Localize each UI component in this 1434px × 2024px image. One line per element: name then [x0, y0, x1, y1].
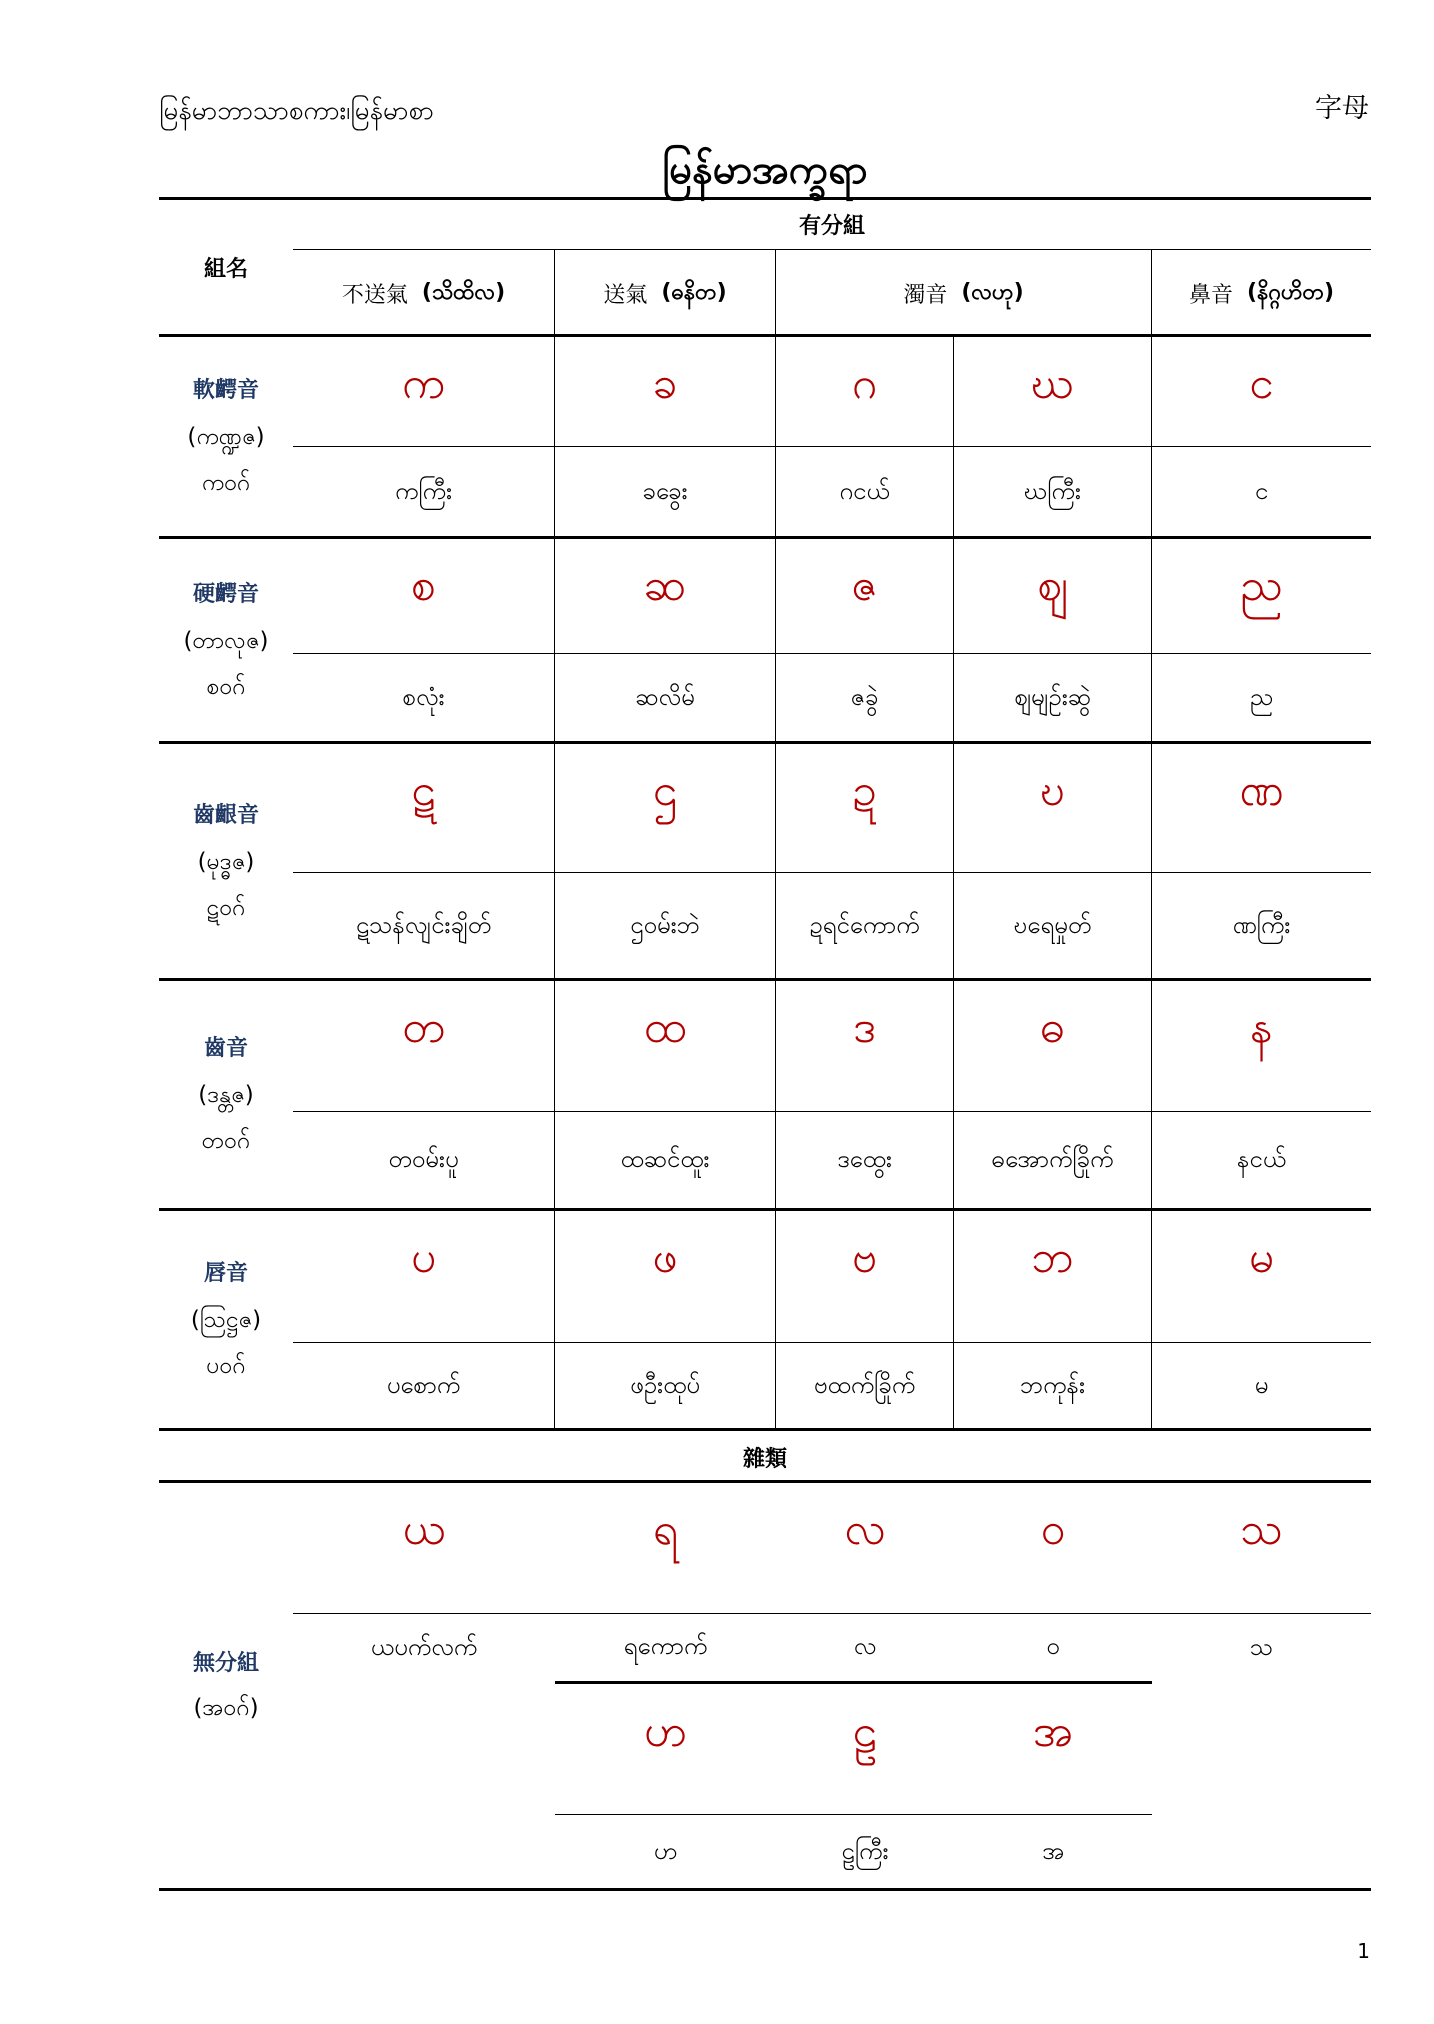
consonant-letter: သ [1152, 1482, 1371, 1614]
consonant-name: င [1254, 476, 1269, 505]
group-label [159, 743, 293, 980]
table-header [159, 199, 1371, 336]
consonant-letter: ဎ [954, 743, 1152, 873]
consonant-letter: ဃ [954, 336, 1152, 447]
consonant-letter: န [1152, 980, 1371, 1112]
consonant-name: ဓအောက်ခြိုက် [954, 1112, 1152, 1210]
consonant-letter: ဋ [293, 743, 555, 873]
consonant-name: ဎရေမှုတ် [954, 873, 1152, 980]
consonant-letter: စ [293, 538, 555, 654]
group-label-zh: 無分組 [192, 1651, 259, 1676]
group-label-pali: (တာလုဇ) [183, 627, 269, 654]
consonant-name: လ [776, 1614, 954, 1684]
group-label [159, 1482, 293, 1890]
consonant-letter: ဘ [954, 1210, 1152, 1343]
group-label-burmese: စဝဂ် [206, 673, 246, 700]
group-label [159, 980, 293, 1210]
column-header-nasal [1152, 250, 1371, 336]
consonant-name: အ [1041, 1836, 1065, 1865]
consonant-letter: ဓ [954, 980, 1152, 1112]
consonant-name: ဆလိမ် [555, 654, 776, 743]
consonant-name: ဈမျဉ်းဆွဲ [954, 654, 1152, 743]
consonant-name: ရကောက် [555, 1614, 776, 1684]
consonant-name: တဝမ်းပူ [293, 1112, 555, 1210]
group-label-pali: (ကဏ္ဍဇ) [187, 424, 265, 450]
group-label-zh: 硬齶音 [192, 581, 259, 607]
consonant-letter: ဖ [555, 1210, 776, 1343]
group-label-burmese: ဋဝဂ် [206, 894, 246, 921]
consonant-name: ဍရင်ကောက် [776, 873, 954, 980]
consonant-name: ဘကုန်း [954, 1343, 1152, 1430]
consonant-letter: မ [1152, 1210, 1371, 1343]
page-number: 1 [1357, 1939, 1370, 1963]
group-label-zh: 軟齶音 [192, 378, 259, 403]
consonant-letter: ဌ [555, 743, 776, 873]
consonant-name: မ [1254, 1370, 1269, 1399]
column-header-aspirated [555, 250, 776, 336]
consonant-name: ည [1249, 682, 1274, 711]
group-label [159, 336, 293, 538]
group-label-zh: 齒音 [203, 1036, 248, 1061]
consonant-letter: ယ [293, 1482, 555, 1614]
group-label-zh: 唇音 [203, 1261, 248, 1286]
consonant-name: သ [1249, 1633, 1274, 1661]
consonant-letter: ဒ [776, 980, 954, 1112]
consonant-letter: ဂ [776, 336, 954, 447]
group-label-zh: 齒齦音 [192, 802, 259, 828]
group-label [159, 538, 293, 743]
consonant-letter: ဏ [1152, 743, 1371, 873]
consonant-letter: ဝ [954, 1482, 1152, 1614]
consonant-letter: ရ [555, 1482, 776, 1614]
column-header-pali: (လဟု) [961, 279, 1024, 305]
consonant-name: ခခွေး [555, 447, 776, 538]
consonant-letter: ဆ [555, 538, 776, 654]
group-label-pali: (အဝဂ်) [193, 1695, 259, 1721]
consonant-letter: လ [776, 1482, 954, 1614]
group-label-pali: (မုဒ္ဓဇ) [197, 848, 255, 875]
consonant-name: ဌဝမ်းဘဲ [555, 873, 776, 980]
course-title: မြန်မာဘာသာစကား၊မြန်မာစာ [159, 96, 434, 126]
group-label-pali: (ဩဋ္ဌဇ) [190, 1307, 262, 1333]
consonant-name: ဟ [653, 1836, 678, 1865]
group-labial [159, 1210, 1371, 1430]
consonant-name: ယပက်လက် [370, 1633, 478, 1661]
consonant-name: ဒထွေး [776, 1112, 954, 1210]
consonant-name: ကကြီး [293, 447, 555, 538]
consonant-letter: က [293, 336, 555, 447]
consonant-name: စလုံး [293, 654, 555, 743]
consonant-name: ဃကြီး [954, 447, 1152, 538]
consonant-name: ထဆင်ထူး [555, 1112, 776, 1210]
consonant-name: ဗထက်ခြိုက် [776, 1343, 954, 1430]
consonant-letter: ထ [555, 980, 776, 1112]
group-dental [159, 980, 1371, 1210]
group-miscellaneous [159, 1482, 1371, 1890]
consonant-letter: ဍ [776, 743, 954, 873]
group-palatal [159, 538, 1371, 743]
consonant-letter: ဟ [555, 1684, 776, 1815]
column-header-zh: 鼻音 [1188, 282, 1233, 308]
group-label-burmese: ကဝဂ် [201, 470, 251, 496]
column-header-zh: 不送氣 [341, 282, 408, 308]
consonant-name: ဋသန်လျင်းချိတ် [293, 873, 555, 980]
group-velar [159, 336, 1371, 538]
consonant-name: ပစောက် [293, 1343, 555, 1430]
consonant-letter: ခ [555, 336, 776, 447]
consonant-name: ဂငယ် [776, 447, 954, 538]
consonant-letter: ဠ [776, 1684, 954, 1815]
group-retroflex [159, 743, 1371, 980]
column-header-pali: (နိဂ္ဂဟိတ) [1247, 279, 1335, 305]
group-column-label: 組名 [203, 257, 248, 282]
consonant-letter: ဈ [954, 538, 1152, 654]
column-header-voiced [776, 250, 1152, 336]
consonant-name: ဏကြီး [1232, 910, 1291, 939]
consonant-name: ဇခွဲ [776, 654, 954, 743]
consonant-letter: ဇ [776, 538, 954, 654]
group-label-burmese: တဝဂ် [201, 1128, 251, 1154]
column-header-zh: 濁音 [903, 282, 948, 308]
consonant-name: ဝ [954, 1614, 1152, 1684]
consonant-letter: ပ [293, 1210, 555, 1343]
classified-label: 有分組 [293, 199, 1371, 250]
column-header-unaspirated [293, 250, 555, 336]
column-header-pali: (သိထိလ) [421, 279, 506, 305]
column-header-zh: 送氣 [603, 282, 648, 308]
consonant-letter: ဗ [776, 1210, 954, 1343]
section-title: 字母 [1315, 93, 1369, 124]
group-label-burmese: ပဝဂ် [206, 1353, 246, 1379]
consonant-letter: တ [293, 980, 555, 1112]
misc-section-label: 雜類 [742, 1447, 787, 1472]
column-header-pali: (ဓနိတ) [661, 279, 727, 305]
consonant-letter: အ [954, 1684, 1152, 1815]
group-label-pali: (ဒန္တဇ) [198, 1082, 254, 1108]
consonant-letter: ည [1152, 538, 1371, 654]
page-title: မြန်မာအက္ခရာ [662, 147, 868, 193]
consonant-letter: င [1152, 336, 1371, 447]
consonant-name: ဠကြီး [841, 1836, 889, 1865]
group-label [159, 1210, 293, 1430]
consonant-name: ဖဦးထုပ် [555, 1343, 776, 1430]
consonant-name: နငယ် [1236, 1145, 1287, 1173]
